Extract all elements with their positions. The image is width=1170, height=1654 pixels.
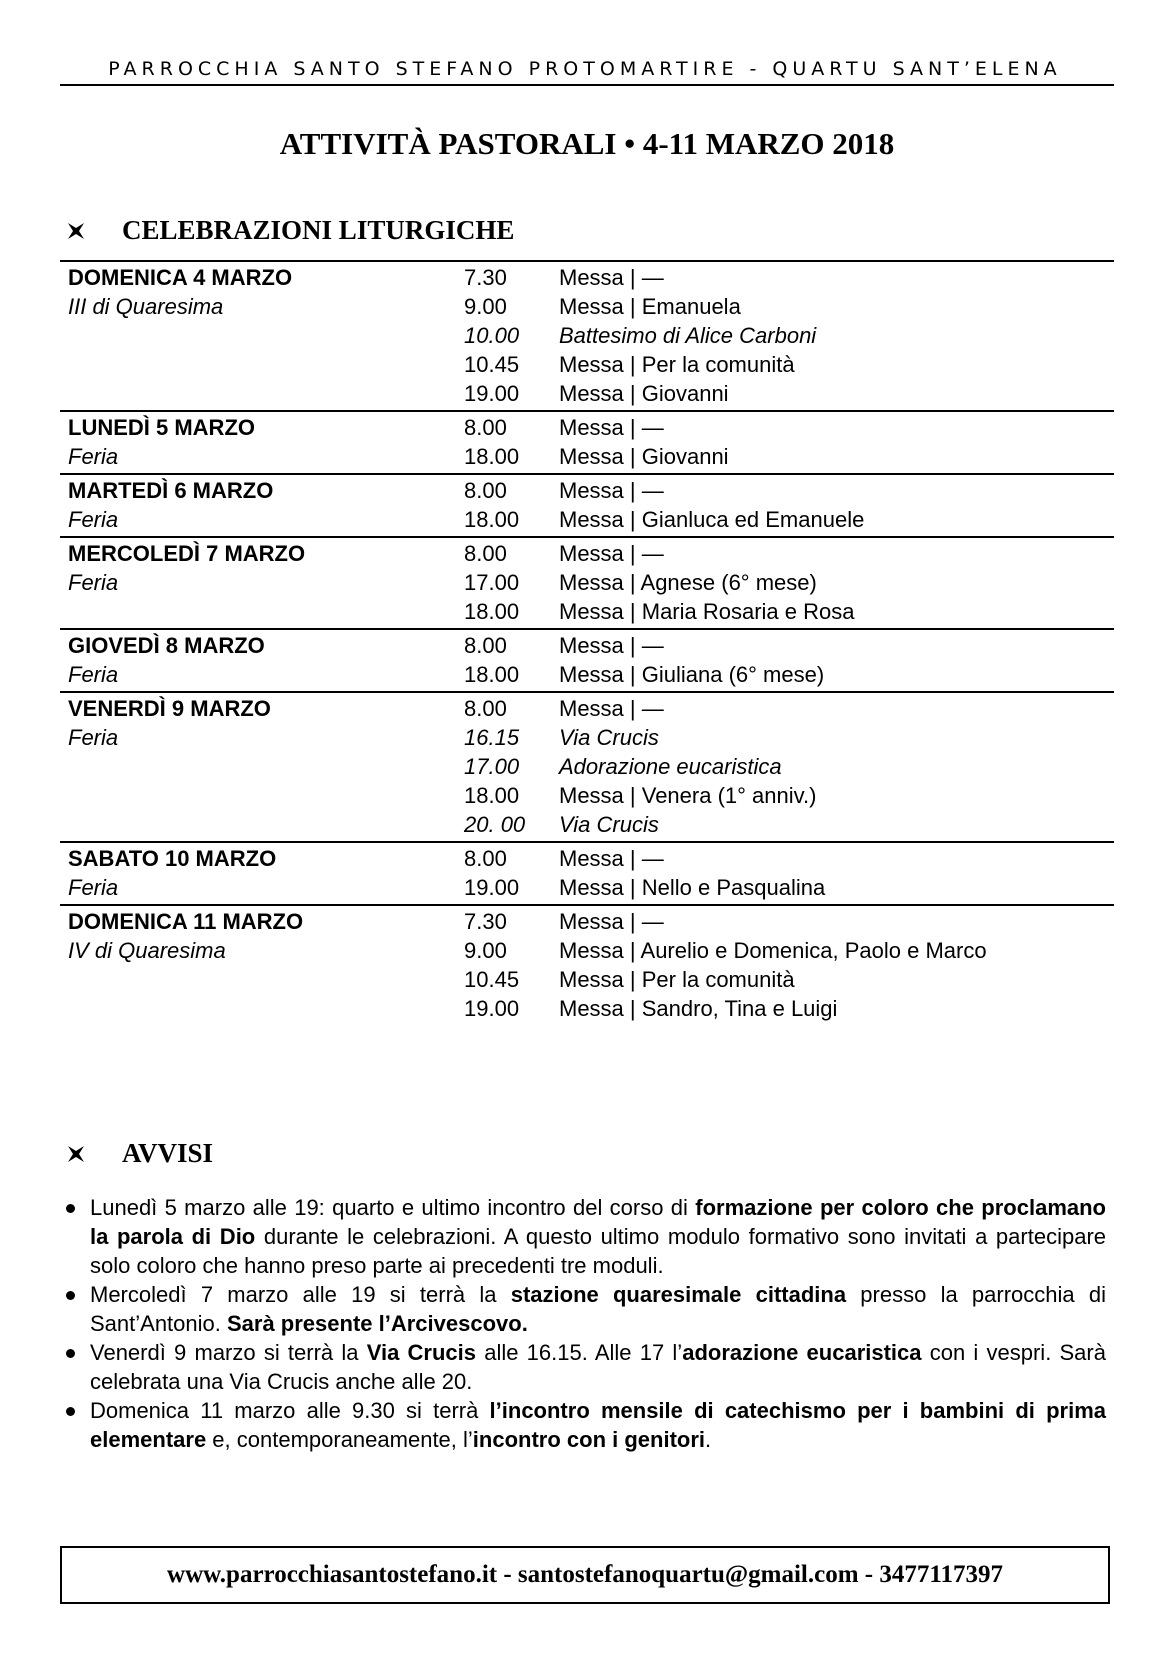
contact-footer: [60, 1546, 1110, 1604]
entry-time: 19.00: [464, 381, 520, 406]
schedule-entry: [60, 292, 1114, 321]
schedule-entry: [60, 597, 1114, 626]
notice-text: alle 16.15. Alle 17 l’: [476, 1340, 683, 1365]
notice-emphasis: Sarà presente l’Arcivescovo.: [226, 1311, 528, 1336]
entry-time: 8.00: [464, 696, 507, 721]
entry-description: Via Crucis: [559, 812, 659, 837]
day-spacer: [60, 597, 464, 626]
day-spacer: [60, 350, 464, 379]
bullet-icon: [66, 1349, 75, 1358]
entry-description: Adorazione eucaristica: [559, 754, 782, 779]
notices-list: [64, 1193, 1106, 1454]
entry-time: 16.15: [464, 725, 520, 750]
day-block: [60, 691, 1114, 841]
schedule-entry: [60, 907, 1114, 936]
notice-emphasis: stazione quaresimale cittadina: [510, 1282, 847, 1307]
day-subtitle: Feria: [68, 662, 119, 687]
header-divider: [60, 84, 1114, 86]
entry-description: Via Crucis: [559, 725, 659, 750]
day-name: GIOVEDÌ 8 MARZO: [68, 633, 265, 658]
schedule-entry: [60, 781, 1114, 810]
entry-time: 9.00: [464, 938, 507, 963]
day-subtitle: Feria: [68, 444, 119, 469]
notice-text: durante le celebrazioni. A questo ultimo modulo formativo sono invitati a partecipare solo coloro che hanno preso parte ai precedenti tre moduli.: [90, 1224, 1106, 1278]
day-spacer: [60, 379, 464, 408]
entry-time: 7.30: [464, 265, 507, 290]
entry-time: 8.00: [464, 478, 507, 503]
entry-time: 10.00: [464, 323, 520, 348]
entry-time: 18.00: [464, 444, 520, 469]
notice-emphasis: formazione per coloro che proclamano la parola di Dio: [90, 1195, 1106, 1249]
entry-description: Messa | —: [559, 846, 664, 871]
notice-emphasis: incontro con i genitori: [472, 1427, 706, 1452]
entry-description: Messa | Giuliana (6° mese): [559, 662, 825, 687]
day-name: LUNEDÌ 5 MARZO: [68, 415, 255, 440]
entry-description: Messa | Nello e Pasqualina: [559, 875, 826, 900]
entry-description: Messa | Giovanni: [559, 381, 729, 406]
entry-time: 18.00: [464, 783, 520, 808]
notice-item: [64, 1396, 1106, 1454]
day-block: [60, 410, 1114, 473]
schedule-entry: [60, 539, 1114, 568]
notice-emphasis: Via Crucis: [366, 1340, 477, 1365]
cross-star-icon: [66, 221, 86, 241]
schedule-entry: [60, 660, 1114, 689]
schedule-entry: [60, 505, 1114, 534]
entry-time: 8.00: [464, 633, 507, 658]
schedule-entry: [60, 694, 1114, 723]
entry-description: Messa | Aurelio e Domenica, Paolo e Marco: [559, 938, 987, 963]
schedule-entry: [60, 568, 1114, 597]
schedule-entry: [60, 379, 1114, 408]
entry-time: 8.00: [464, 415, 507, 440]
schedule-entry: [60, 723, 1114, 752]
entry-time: 9.00: [464, 294, 507, 319]
schedule-entry: [60, 810, 1114, 839]
notice-item: [64, 1193, 1106, 1280]
entry-description: Messa | —: [559, 478, 664, 503]
day-name: SABATO 10 MARZO: [68, 846, 277, 871]
entry-time: 18.00: [464, 599, 520, 624]
schedule-entry: [60, 844, 1114, 873]
entry-description: Messa | Agnese (6° mese): [559, 570, 817, 595]
entry-time: 7.30: [464, 909, 507, 934]
day-subtitle: Feria: [68, 570, 119, 595]
entry-time: 18.00: [464, 507, 520, 532]
schedule-entry: [60, 873, 1114, 902]
schedule-entry: [60, 752, 1114, 781]
notice-text: .: [705, 1427, 712, 1452]
schedule-entry: [60, 350, 1114, 379]
day-name: MARTEDÌ 6 MARZO: [68, 478, 274, 503]
entry-description: Messa | —: [559, 633, 664, 658]
entry-time: 10.45: [464, 967, 520, 992]
day-name: DOMENICA 11 MARZO: [68, 909, 304, 934]
day-subtitle: Feria: [68, 875, 119, 900]
entry-description: Messa | Sandro, Tina e Luigi: [559, 996, 838, 1021]
bullet-icon: [66, 1407, 75, 1416]
section-heading-liturgy: [66, 215, 514, 246]
entry-description: Messa | Giovanni: [559, 444, 729, 469]
entry-description: Messa | Venera (1° anniv.): [559, 783, 817, 808]
schedule-entry: [60, 994, 1114, 1023]
day-block: [60, 473, 1114, 536]
entry-time: 17.00: [464, 754, 520, 779]
entry-time: 17.00: [464, 570, 520, 595]
section-heading-notices: [66, 1138, 213, 1169]
entry-description: Messa | Gianluca ed Emanuele: [559, 507, 865, 532]
notice-text: Domenica 11 marzo alle 9.30 si terrà: [90, 1398, 490, 1423]
day-block: [60, 841, 1114, 904]
entry-description: Messa | Emanuela: [559, 294, 741, 319]
schedule-entry: [60, 263, 1114, 292]
entry-description: Messa | Per la comunità: [559, 352, 795, 377]
notice-item: [64, 1338, 1106, 1396]
schedule-entry: [60, 476, 1114, 505]
day-block: [60, 260, 1114, 410]
notice-emphasis: l’incontro mensile di catechismo per i bambini di prima elementare: [90, 1398, 1106, 1452]
day-subtitle: Feria: [68, 725, 119, 750]
notice-text: Venerdì 9 marzo si terrà la: [90, 1340, 367, 1365]
entry-description: Messa | Maria Rosaria e Rosa: [559, 599, 855, 624]
entry-time: 8.00: [464, 541, 507, 566]
document-title: ATTIVITÀ PASTORALI • 4-11 MARZO 2018: [279, 126, 895, 161]
notice-text: presso la parrocchia di Sant’Antonio.: [90, 1282, 1106, 1336]
bullet-icon: [66, 1204, 75, 1213]
liturgy-schedule: [60, 260, 1114, 1025]
day-block: [60, 628, 1114, 691]
entry-description: Messa | —: [559, 541, 664, 566]
bullet-icon: [66, 1291, 75, 1300]
contact-info: www.parrocchiasantostefano.it - santostefanoquartu@gmail.com - 3477117397: [167, 1561, 1003, 1588]
section-heading-label: AVVISI: [122, 1138, 214, 1168]
section-heading-label: CELEBRAZIONI LITURGICHE: [122, 215, 515, 245]
parish-header: PARROCCHIA SANTO STEFANO PROTOMARTIRE - QUARTU SANT’ELENA: [108, 58, 1062, 80]
day-spacer: [60, 321, 464, 350]
day-spacer: [60, 781, 464, 810]
entry-description: Messa | —: [559, 415, 664, 440]
day-spacer: [60, 994, 464, 1023]
entry-description: Messa | —: [559, 909, 664, 934]
entry-time: 18.00: [464, 662, 520, 687]
entry-time: 19.00: [464, 875, 520, 900]
schedule-entry: [60, 413, 1114, 442]
notice-text: Mercoledì 7 marzo alle 19 si terrà la: [90, 1282, 511, 1307]
day-subtitle: Feria: [68, 507, 119, 532]
entry-time: 20. 00: [464, 812, 526, 837]
cross-star-icon: [66, 1144, 86, 1164]
day-spacer: [60, 965, 464, 994]
entry-description: Battesimo di Alice Carboni: [559, 323, 817, 348]
entry-time: 19.00: [464, 996, 520, 1021]
entry-time: 8.00: [464, 846, 507, 871]
entry-time: 10.45: [464, 352, 520, 377]
day-block: [60, 536, 1114, 628]
day-name: VENERDÌ 9 MARZO: [68, 696, 271, 721]
schedule-entry: [60, 631, 1114, 660]
notice-text: Lunedì 5 marzo alle 19: quarto e ultimo incontro del corso di: [90, 1195, 696, 1220]
notice-emphasis: adorazione eucaristica: [682, 1340, 922, 1365]
notice-item: [64, 1280, 1106, 1338]
notice-text: con i vespri. Sarà celebrata una Via Crucis anche alle 20.: [90, 1340, 1106, 1394]
day-spacer: [60, 752, 464, 781]
day-subtitle: IV di Quaresima: [68, 938, 226, 963]
day-subtitle: III di Quaresima: [68, 294, 224, 319]
schedule-entry: [60, 936, 1114, 965]
schedule-entry: [60, 965, 1114, 994]
notice-text: e, contemporaneamente, l’: [206, 1427, 473, 1452]
day-block: [60, 904, 1114, 1025]
day-name: MERCOLEDÌ 7 MARZO: [68, 541, 306, 566]
entry-description: Messa | —: [559, 696, 664, 721]
day-name: DOMENICA 4 MARZO: [68, 265, 293, 290]
schedule-entry: [60, 321, 1114, 350]
entry-description: Messa | Per la comunità: [559, 967, 795, 992]
schedule-entry: [60, 442, 1114, 471]
entry-description: Messa | —: [559, 265, 664, 290]
day-spacer: [60, 810, 464, 839]
